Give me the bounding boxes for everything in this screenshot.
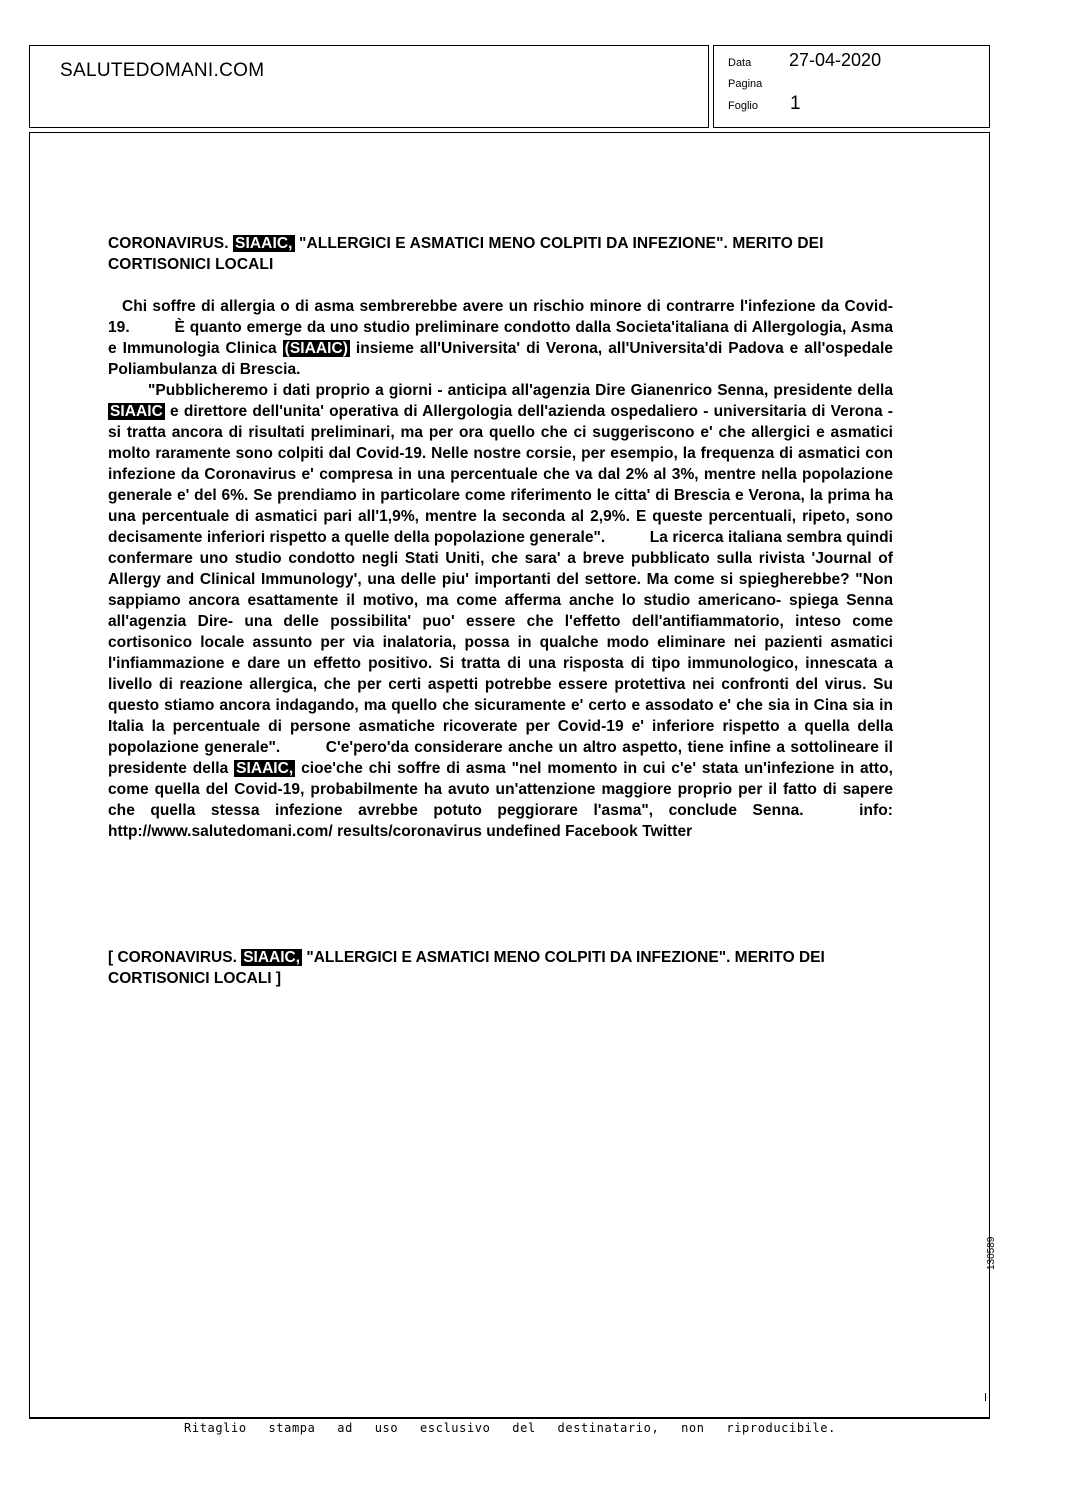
body-sentence-1: Chi soffre di allergia o di asma sembrerebbe avere un rischio minore di contrarre l'infezione da Covid-19.	[108, 298, 893, 336]
article-title	[108, 233, 893, 275]
body-quote-pre: "Pubblicheremo i dati proprio a giorni - anticipa all'agenzia Dire Gianenrico Senna, presidente della	[148, 382, 893, 399]
data-value: 27-04-2020	[789, 50, 882, 70]
body-highlight-tag-3: SIAAIC,	[236, 760, 294, 777]
title-suffix: "ALLERGICI E ASMATICI MENO COLPITI DA INFEZIONE". MERITO DEI CORTISONICI LOCALI	[108, 235, 824, 273]
metadata-box	[713, 45, 990, 128]
foglio-value: 1	[790, 93, 801, 114]
side-tick-mark	[985, 1393, 986, 1401]
article-body	[108, 296, 893, 842]
title-prefix: CORONAVIRUS.	[108, 235, 229, 252]
body-quote-post: e direttore dell'unita' operativa di Allergologia dell'azienda ospedaliero - universitaria di Verona - si tratta ancora di risultati preliminari, ma per ora quello che ci suggeriscono e' che allergici e asmatici molto raramente sono colpiti dal Covid-19. Nelle nostre corsie, per esempio, la frequenza di asmatici con infezione da Coronavirus e' compresa in una percentuale che va dal 2% al 3%, mentre nella popolazione generale e' del 6%. Se prendiamo in particolare come riferimento le citta' di Brescia e Verona, la prima ha una percentuale di asmatici pari all'1,9%, mentre la seconda al 2,9%. E queste percentuali, ripeto, sono decisamente inferiori rispetto a quelle della popolazione generale".	[108, 403, 893, 546]
body-highlight-tag-2: SIAAIC	[110, 403, 163, 420]
body-highlight-tag-1: (SIAAIC)	[284, 340, 348, 357]
body-closing-post: cioe'che chi soffre di asma "nel momento in cui c'e' stata un'infezione in atto, come quella del Covid-19, probabilmente ha avuto un'attenzione maggiore proprio per il fatto di sapere che quella stessa infezione avrebbe potuto peggiorare l'asma", conclude Senna.	[108, 760, 893, 819]
body-closing-pre: C'e'pero'da considerare anche un altro aspetto, tiene infine a sottolineare il presidente della	[108, 739, 894, 777]
footer-divider	[29, 1418, 990, 1419]
side-code: 130589	[986, 1236, 997, 1270]
title-highlight-tag: SIAAIC,	[235, 235, 293, 252]
foglio-label: Foglio	[728, 100, 758, 112]
disclaimer-text: Ritaglio stampa ad uso esclusivo del destinatario, non riproducibile.	[184, 1421, 836, 1435]
body-sentence-2-post: insieme all'Universita' di Verona, all'Universita'di Padova e all'ospedale Poliambulanza di Brescia.	[108, 340, 893, 378]
body-paragraph-research: La ricerca italiana sembra quindi confermare uno studio condotto negli Stati Uniti, che sara' a breve pubblicato sulla rivista 'Journal of Allergy and Clinical Immunology', una delle piu' importanti del settore. Ma come si spiegherebbe? "Non sappiamo ancora esattamente il motivo, ma come afferma anche lo studio americano- spiega Senna all'agenzia Dire- una delle possibilita' puo' essere che l'effetto dell'antifiammatorio, inteso come cortisonico locale assunto per via inalatoria, possa in qualche modo eliminare nei pazienti asmatici l'infiammazione e dare un effetto positivo. Si tratta di una risposta di tipo immunologico, innescata a livello di reazione allergica, che per certi aspetti potrebbe essere protettiva nei confronti del virus. Su questo stiamo ancora indagando, ma quello che sicuramente e' certo e assodato e' che sia in Cina sia in Italia la percentuale di persone asmatiche ricoverate per Covid-19 e' inferiore rispetto a quella della popolazione generale".	[108, 529, 894, 756]
article-footer-title	[108, 947, 893, 989]
footer-title-suffix: "ALLERGICI E ASMATICI MENO COLPITI DA INFEZIONE". MERITO DEI CORTISONICI LOCALI ]	[108, 949, 825, 987]
body-sentence-2-pre: È quanto emerge da uno studio preliminare condotto dalla Societa'italiana di Allergologia, Asma e Immunologia Clinica	[108, 319, 894, 357]
footer-highlight-tag: SIAAIC,	[243, 949, 301, 966]
pagina-label: Pagina	[728, 78, 763, 90]
footer-title-prefix: [ CORONAVIRUS.	[108, 949, 237, 966]
source-header-box	[29, 45, 709, 128]
source-name: SALUTEDOMANI.COM	[60, 60, 265, 81]
data-label: Data	[728, 57, 752, 69]
body-info-link: info: http://www.salutedomani.com/ results/coronavirus undefined Facebook Twitter	[108, 802, 893, 840]
